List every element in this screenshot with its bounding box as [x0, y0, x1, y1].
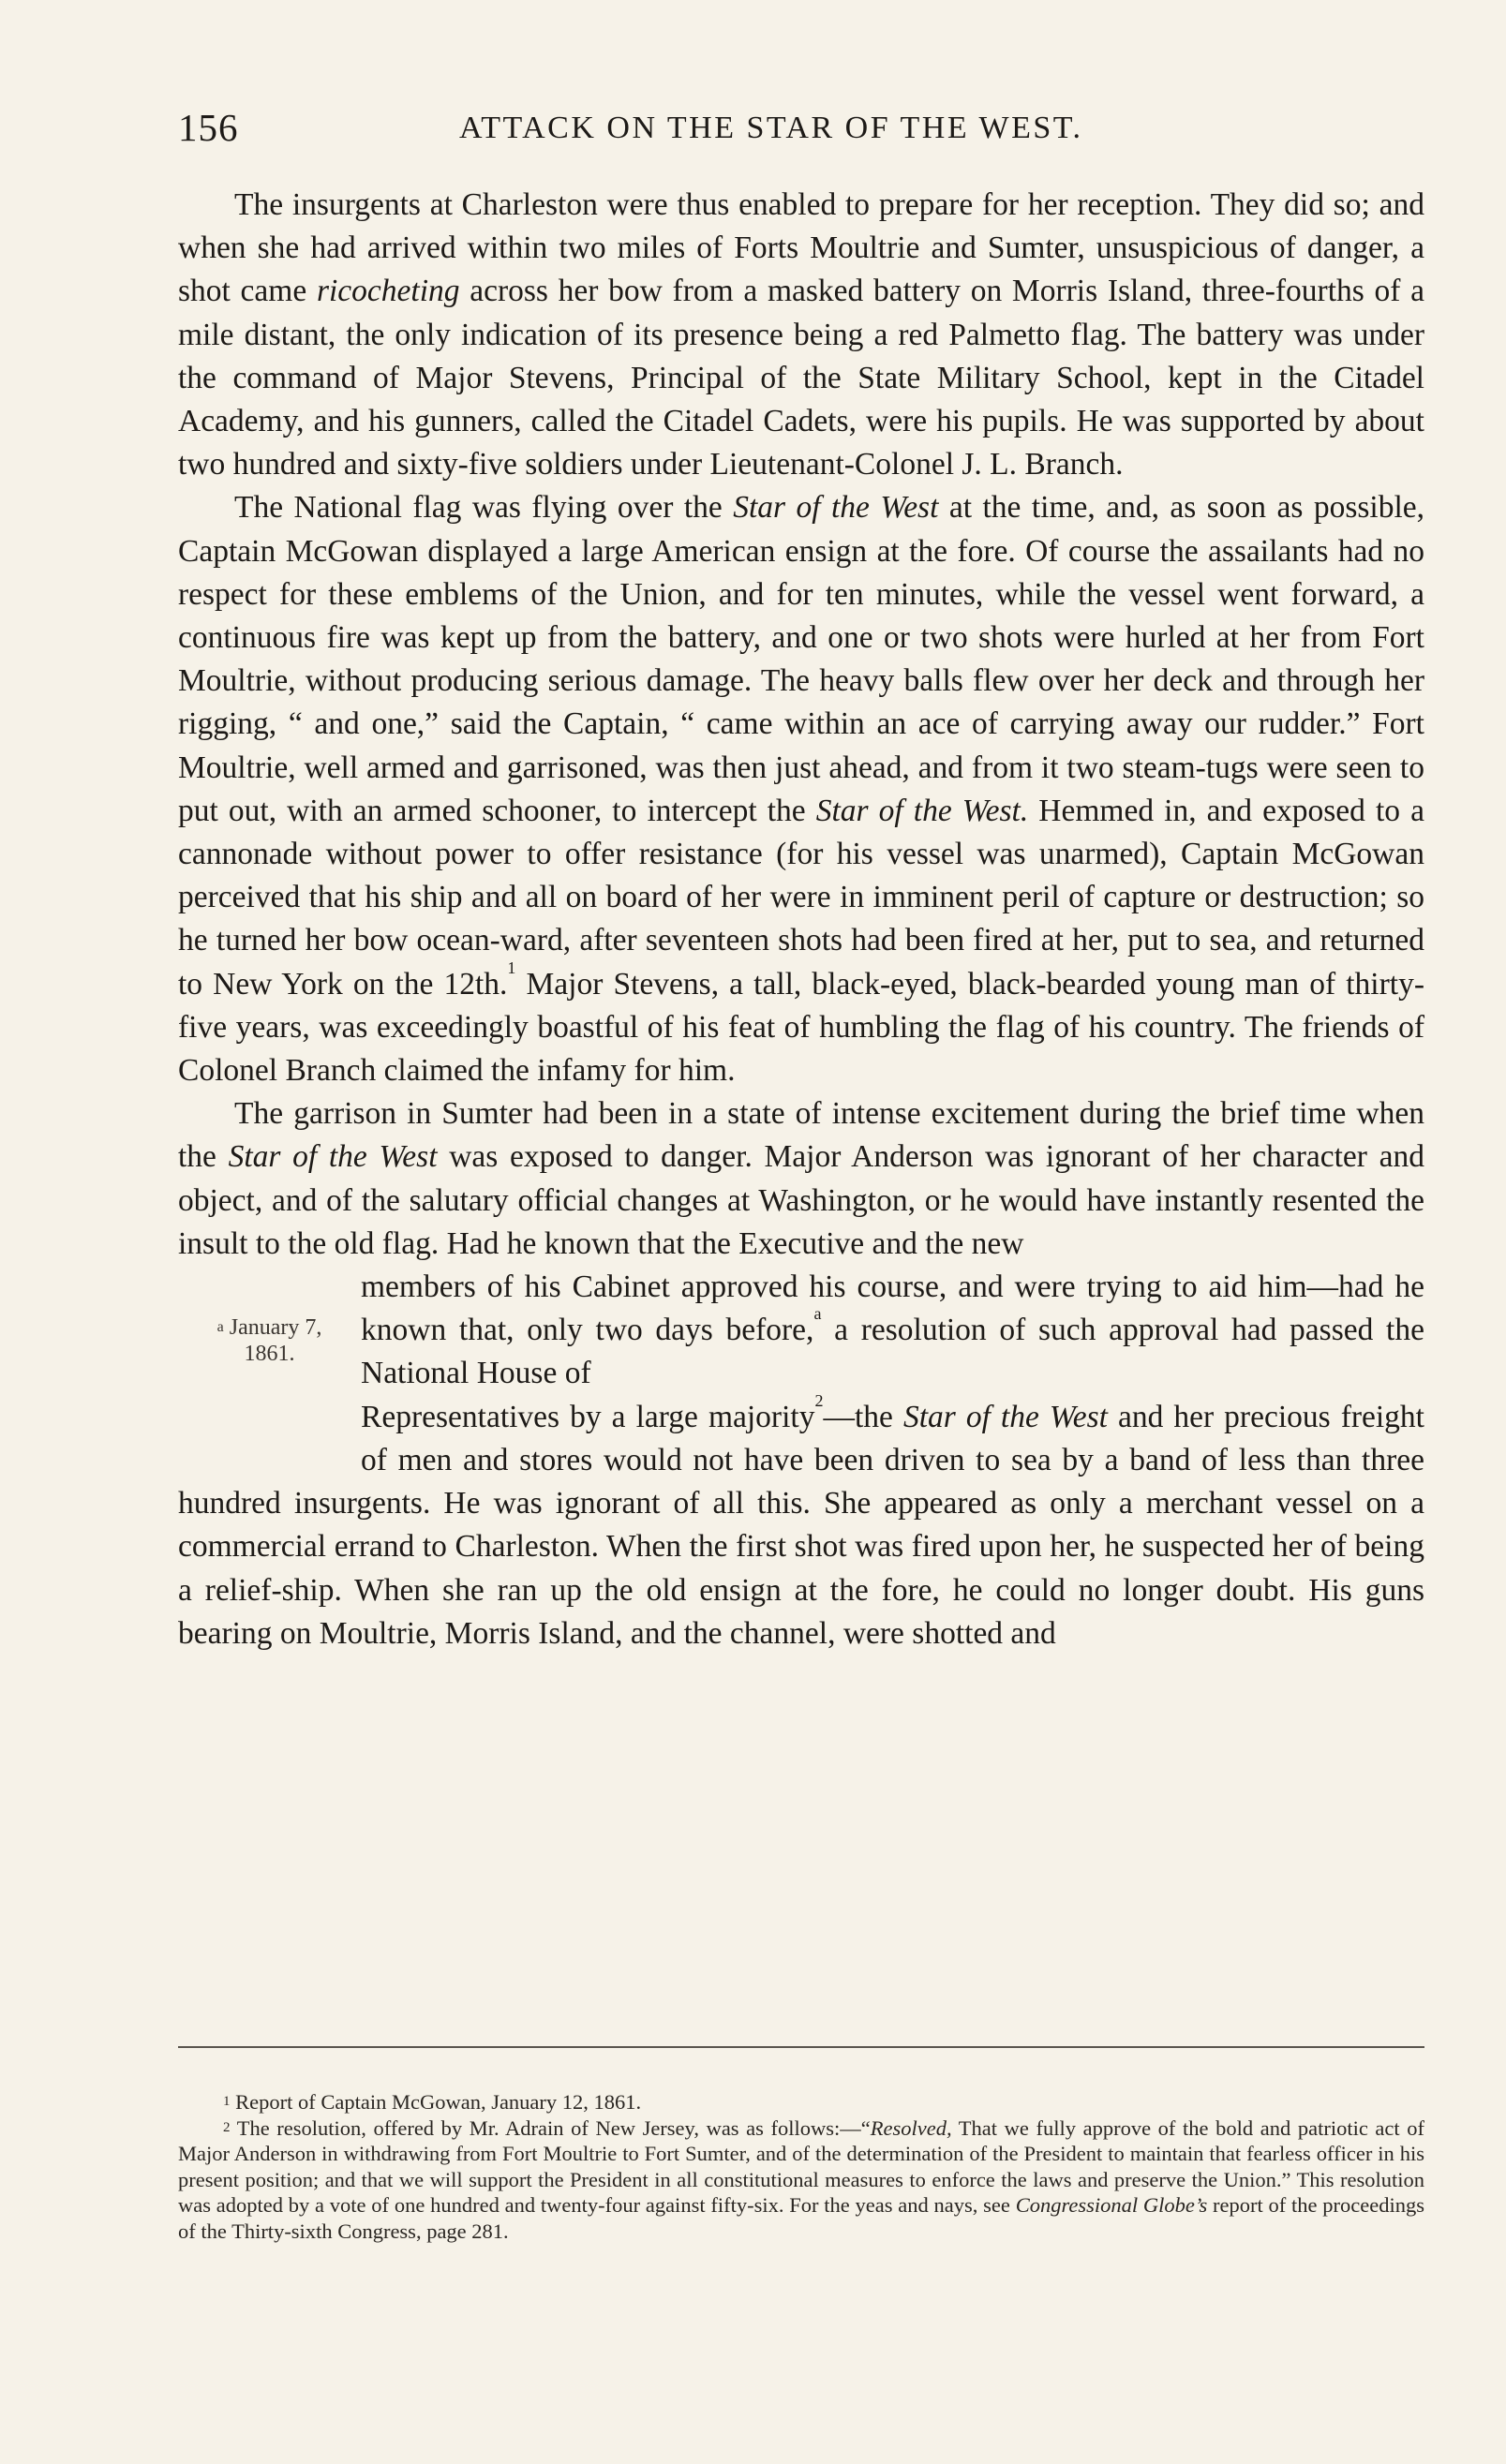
footnote-ref-1: 1 — [507, 957, 516, 977]
paragraph-1: The insurgents at Charleston were thus enabled to prepare for her reception. They did so; and when she had arrived within two miles of Forts Moultrie and Sumter, unsuspicious of danger, a shot came ricocheting across her bow from a masked battery on Morris Island, three-fourths of a mile distant, the only indication of its presence being a red Palmetto flag. The battery was under the command of Major Stevens, Principal of the State Military School, kept in the Citadel Academy, and his gunners, called the Citadel Cadets, were his pupils. He was supported by about two hundred and sixty-five soldiers under Lieutenant-Colonel J. L. Branch. — [178, 187, 1424, 482]
footnote-1: $^1$ Report of Captain McGowan, January 12, 1861. — [223, 2090, 642, 2114]
paragraph-3-continued: members of his Cabinet approved his course, and were trying to aid him—had he known that, only two days before,$^a$ a resolution of such approval had passed the National House of — [361, 1269, 1424, 1391]
paragraph-3-end: Representatives by a large majority$^2$—the Star of the West and her precious freight of men and stores would not have been driven to sea by a band of less than three hundred insurgents. He was ignorant of all this. She appeared as only a merchant vessel on a commercial errand to Charleston. When the first shot was fired upon her, he suspected her of being a relief-ship. When she ran up the old ensign at the fore, he could no longer doubt. His guns bearing on Moultrie, Morris Island, and the channel, were shotted and — [178, 1390, 1424, 1651]
paragraph-3: The garrison in Sumter had been in a state of intense excitement during the brief time when the Star of the West was exposed to danger. Major Anderson was ignorant of her character and object, and of the salutary official changes at Washington, or he would have instantly resented the insult to the old flag. Had he known that the Executive and the new — [178, 1096, 1424, 1261]
main-text — [178, 184, 1424, 1655]
footnote-2: $^2$ The resolution, offered by Mr. Adrain of New Jersey, was as follows:—“Resolved, That we fully approve of the bold and patriotic act of Major Anderson in withdrawing from Fort Moultrie to Fort Sumter, and of the determination of the President to maintain that fearless officer in his present position; and that we will support the President in all constitutional measures to enforce the laws and preserve the Union.” This resolution was adopted by a vote of one hundred and twenty-four against fifty-six. For the yeas and nays, see Congressional Globe’s report of the proceedings of the Thirty-sixth Congress, page 281. — [178, 2115, 1424, 2243]
page-header — [178, 105, 1434, 161]
page-number: 156 — [178, 106, 239, 149]
margin-ref-a: a — [813, 1304, 822, 1324]
footnotes — [178, 2089, 1424, 2244]
footnote-ref-2: 2 — [814, 1390, 824, 1410]
paragraph-2: The National flag was flying over the Star of the West at the time, and, as soon as possible, Captain McGowan displayed a large American ensign at the fore. Of course the assailants had no respect for these emblems of the Union, and for ten minutes, while the vessel went forward, a continuous fire was kept up from the battery, and one or two shots were hurled at her from Fort Moultrie, without producing serious damage. The heavy balls flew over her deck and through her rigging, “ and one,” said the Captain, “ came within an ace of carrying away our rudder.” Fort Moultrie, well armed and garrisoned, was then just ahead, and from it two steam-tugs were seen to put out, with an armed schooner, to intercept the Star of the West. Hemmed in, and exposed to a cannonade without power to offer resistance (for his vessel was unarmed), Captain McGowan perceived that his ship and all on board of her were in imminent peril of capture or destruction; so he turned her bow ocean-ward, after seventeen shots had been fired at her, put to sea, and returned to New York on the 12th.$^1$ Major Stevens, a tall, black-eyed, black-bearded young man of thirty-five years, was exceedingly boastful of his feat of humbling the flag of his country. The friends of Colonel Branch claimed the infamy for him. — [178, 490, 1424, 1089]
footnote-divider — [178, 2046, 1424, 2048]
running-title: ATTACK ON THE STAR OF THE WEST. — [459, 111, 1083, 145]
margin-date-note: $^a$ January 7, 1861. — [216, 1315, 322, 1367]
